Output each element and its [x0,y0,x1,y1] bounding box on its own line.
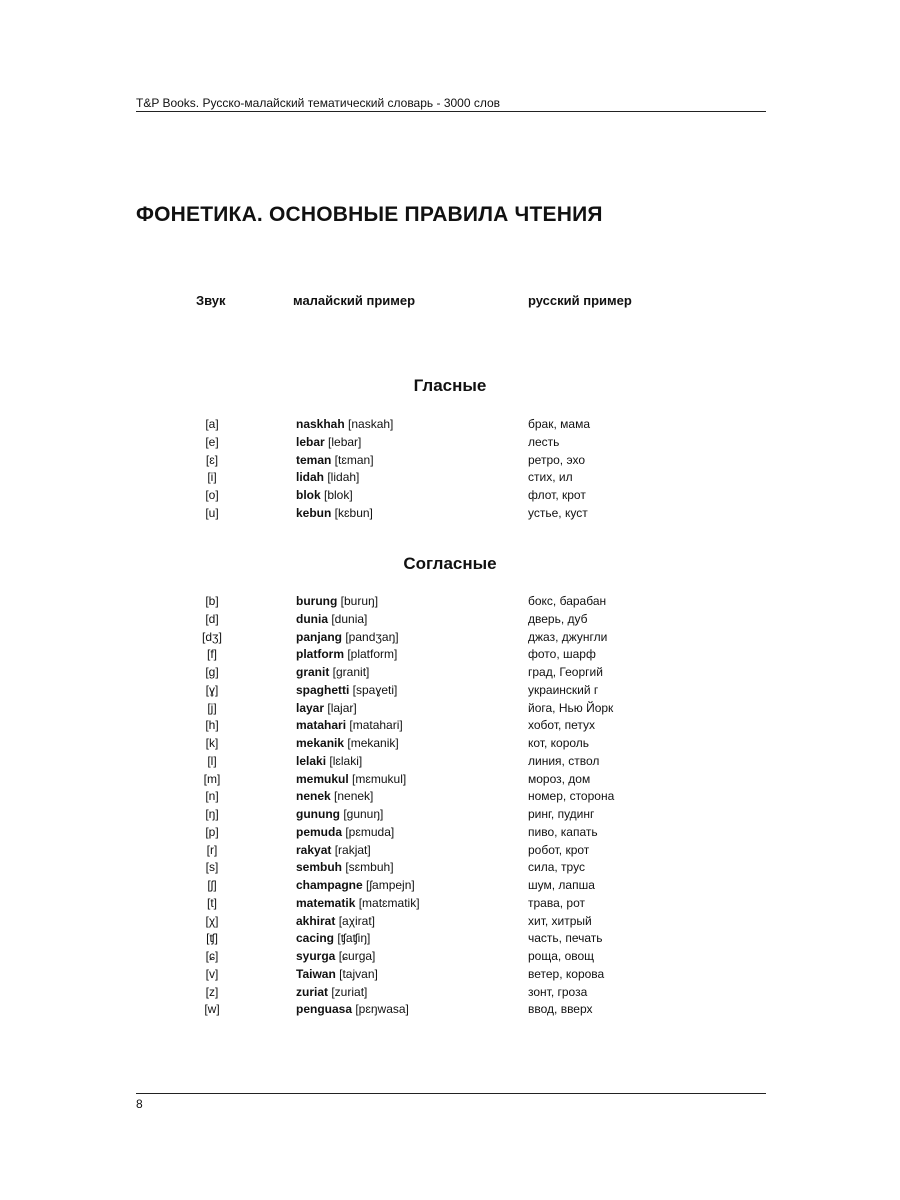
page-number: 8 [136,1097,143,1111]
vowels-table [0,416,900,523]
transcription: [lidah] [324,470,360,485]
vowels-title: Гласные [413,376,487,395]
malay-example [296,984,367,1002]
table-row [0,469,900,487]
transcription: [spaɣeti] [349,682,398,697]
malay-word: gunung [296,807,340,821]
malay-example [296,717,403,735]
malay-word: blok [296,488,321,502]
sound-symbol: [g] [205,665,219,679]
russian-example: фото, шарф [528,647,596,662]
malay-word: sembuh [296,860,343,875]
transcription: [mɛmukul] [348,771,407,786]
russian-example: лесть [528,434,560,449]
malay-example [296,416,393,434]
table-row [0,859,900,877]
transcription: [dunia] [328,611,368,626]
sound-symbol: [e] [205,434,219,449]
malay-word: burung [296,594,338,608]
sound-symbol: [j] [207,700,217,715]
transcription: [aχirat] [335,913,376,928]
russian-example: шум, лапша [528,878,595,892]
transcription: [matahari] [346,718,403,733]
page-title: ФОНЕТИКА. ОСНОВНЫЕ ПРАВИЛА ЧТЕНИЯ [136,203,603,226]
russian-example: робот, крот [528,842,590,857]
transcription: [naskah] [344,417,394,431]
malay-word: platform [296,647,344,662]
sound-symbol: [dʒ] [202,629,222,644]
russian-example: ретро, эхо [528,452,585,467]
table-row [0,842,900,860]
malay-example [296,842,371,860]
russian-example: линия, ствол [528,753,600,768]
transcription: [lajar] [324,700,357,715]
sound-symbol: [v] [205,966,219,981]
transcription: [nenek] [330,789,374,804]
malay-word: nenek [296,789,331,804]
malay-example [296,735,399,753]
table-row [0,753,900,771]
table-row [0,930,900,948]
sound-symbol: [b] [205,594,219,608]
russian-example: флот, крот [528,488,586,502]
russian-example: номер, сторона [528,789,615,804]
transcription: [pandʒaŋ] [342,629,399,644]
malay-example [296,452,374,470]
malay-word: Taiwan [296,966,336,981]
malay-example [296,593,378,611]
table-row [0,735,900,753]
malay-word: lebar [296,434,325,449]
column-header-malay: малайский пример [293,293,416,308]
running-header: T&P Books. Русско-малайский тематический словарь - 3000 слов [136,96,501,110]
transcription: [lebar] [324,434,362,449]
table-row [0,611,900,629]
malay-word: naskhah [296,417,345,431]
malay-example [296,859,394,877]
malay-example [296,895,420,913]
malay-example [296,753,362,771]
russian-example: хит, хитрый [528,913,592,928]
table-row [0,788,900,806]
russian-example: зонт, гроза [528,984,588,999]
sound-symbol: [z] [205,984,219,999]
malay-word: matematik [296,895,356,910]
transcription: [ɕurga] [335,949,376,963]
malay-word: dunia [296,611,328,626]
russian-example: пиво, капать [528,824,598,839]
transcription: [granit] [329,665,370,679]
sound-symbol: [w] [204,1002,220,1017]
malay-word: kebun [296,505,332,520]
sound-symbol: [ʧ] [206,931,218,946]
column-header-sound: Звук [196,293,226,308]
malay-example [296,966,378,984]
table-row [0,629,900,647]
malay-example [296,948,375,966]
footer-rule [136,1093,766,1094]
malay-word: syurga [296,949,336,963]
russian-example: ввод, вверх [528,1002,593,1017]
sound-symbol: [l] [207,753,217,768]
transcription: [blok] [320,488,353,502]
table-row [0,913,900,931]
transcription: [pɛmuda] [342,824,395,839]
sound-symbol: [d] [205,611,219,626]
malay-word: pemuda [296,824,343,839]
header-rule [136,111,766,112]
table-row [0,487,900,505]
malay-example [296,487,353,505]
malay-example [296,913,375,931]
table-row [0,895,900,913]
table-row [0,700,900,718]
russian-example: украинский г [528,682,599,697]
transcription: [gunuŋ] [339,807,384,821]
sound-symbol: [h] [205,718,219,733]
table-row [0,984,900,1002]
malay-word: panjang [296,629,343,644]
sound-symbol: [o] [205,488,219,502]
transcription: [lɛlaki] [326,753,363,768]
sound-symbol: [u] [205,505,219,520]
malay-example [296,434,361,452]
table-row [0,1001,900,1019]
russian-example: дверь, дуб [528,611,588,626]
malay-example [296,930,370,948]
sound-symbol: [a] [205,417,219,431]
malay-example [296,824,394,842]
transcription: [ʧaʧiŋ] [334,931,371,946]
sound-symbol: [k] [205,736,219,750]
transcription: [tajvan] [335,966,378,981]
sound-symbol: [ŋ] [205,807,219,821]
malay-word: teman [296,452,332,467]
table-row [0,806,900,824]
russian-example: роща, овощ [528,949,595,963]
malay-example [296,700,357,718]
transcription: [mekanik] [344,736,399,750]
sound-symbol: [t] [206,895,217,910]
sound-symbol: [s] [205,860,219,875]
malay-word: matahari [296,718,347,733]
table-row [0,966,900,984]
malay-word: granit [296,665,330,679]
sound-symbol: [f] [206,647,217,662]
russian-example: брак, мама [528,417,590,431]
sound-symbol: [ɛ] [205,452,219,467]
sound-symbol: [ɣ] [205,682,219,697]
russian-example: сила, трус [528,860,585,875]
malay-word: penguasa [296,1002,353,1017]
russian-example: бокс, барабан [528,594,607,608]
malay-example [296,877,415,895]
malay-word: lidah [296,470,325,485]
russian-example: часть, печать [528,931,603,946]
consonants-title: Согласные [403,554,497,573]
malay-example [296,664,369,682]
malay-example [296,771,406,789]
transcription: [buruŋ] [337,594,379,608]
russian-example: мороз, дом [528,771,591,786]
transcription: [pɛŋwasa] [352,1002,409,1017]
malay-example [296,629,399,647]
transcription: [sɛmbuh] [342,860,394,875]
sound-symbol: [n] [205,789,219,804]
russian-example: ветер, корова [528,966,605,981]
table-row [0,771,900,789]
sound-symbol: [i] [207,470,217,485]
transcription: [ʃampejn] [362,878,415,892]
russian-example: трава, рот [528,895,586,910]
malay-word: layar [296,700,325,715]
table-row [0,416,900,434]
table-row [0,664,900,682]
russian-example: устье, куст [528,505,588,520]
russian-example: стих, ил [528,470,573,485]
malay-word: cacing [296,931,335,946]
table-row [0,682,900,700]
sound-symbol: [ʃ] [207,878,217,892]
sound-symbol: [ɕ] [205,949,219,963]
malay-word: zuriat [296,984,329,999]
table-row [0,505,900,523]
transcription: [zuriat] [328,984,368,999]
malay-example [296,1001,409,1019]
malay-example [296,505,373,523]
transcription: [tɛman] [331,452,374,467]
malay-example [296,646,397,664]
sound-symbol: [r] [206,842,218,857]
table-row [0,877,900,895]
malay-example [296,806,383,824]
table-row [0,717,900,735]
transcription: [kɛbun] [331,505,373,520]
malay-word: akhirat [296,913,336,928]
sound-symbol: [m] [203,771,221,786]
malay-example [296,682,397,700]
russian-example: йога, Нью Йорк [528,700,614,715]
table-row [0,948,900,966]
table-row [0,593,900,611]
malay-example [296,469,359,487]
table-row [0,452,900,470]
table-row [0,646,900,664]
malay-example [296,611,367,629]
russian-example: джаз, джунгли [528,629,608,644]
malay-word: rakyat [296,842,332,857]
transcription: [matɛmatik] [355,895,420,910]
transcription: [platform] [344,647,398,662]
malay-word: lelaki [296,753,327,768]
sound-symbol: [p] [205,824,219,839]
malay-word: memukul [296,771,349,786]
table-row [0,824,900,842]
malay-word: champagne [296,878,363,892]
malay-example [296,788,373,806]
sound-symbol: [χ] [205,913,219,928]
russian-example: кот, король [528,736,590,750]
russian-example: град, Георгий [528,665,603,679]
malay-word: spaghetti [296,682,350,697]
russian-example: ринг, пудинг [528,807,595,821]
column-header-russian: русский пример [528,293,632,308]
consonants-table [0,593,900,1019]
malay-word: mekanik [296,736,345,750]
transcription: [rakjat] [331,842,371,857]
table-row [0,434,900,452]
russian-example: хобот, петух [528,718,596,733]
